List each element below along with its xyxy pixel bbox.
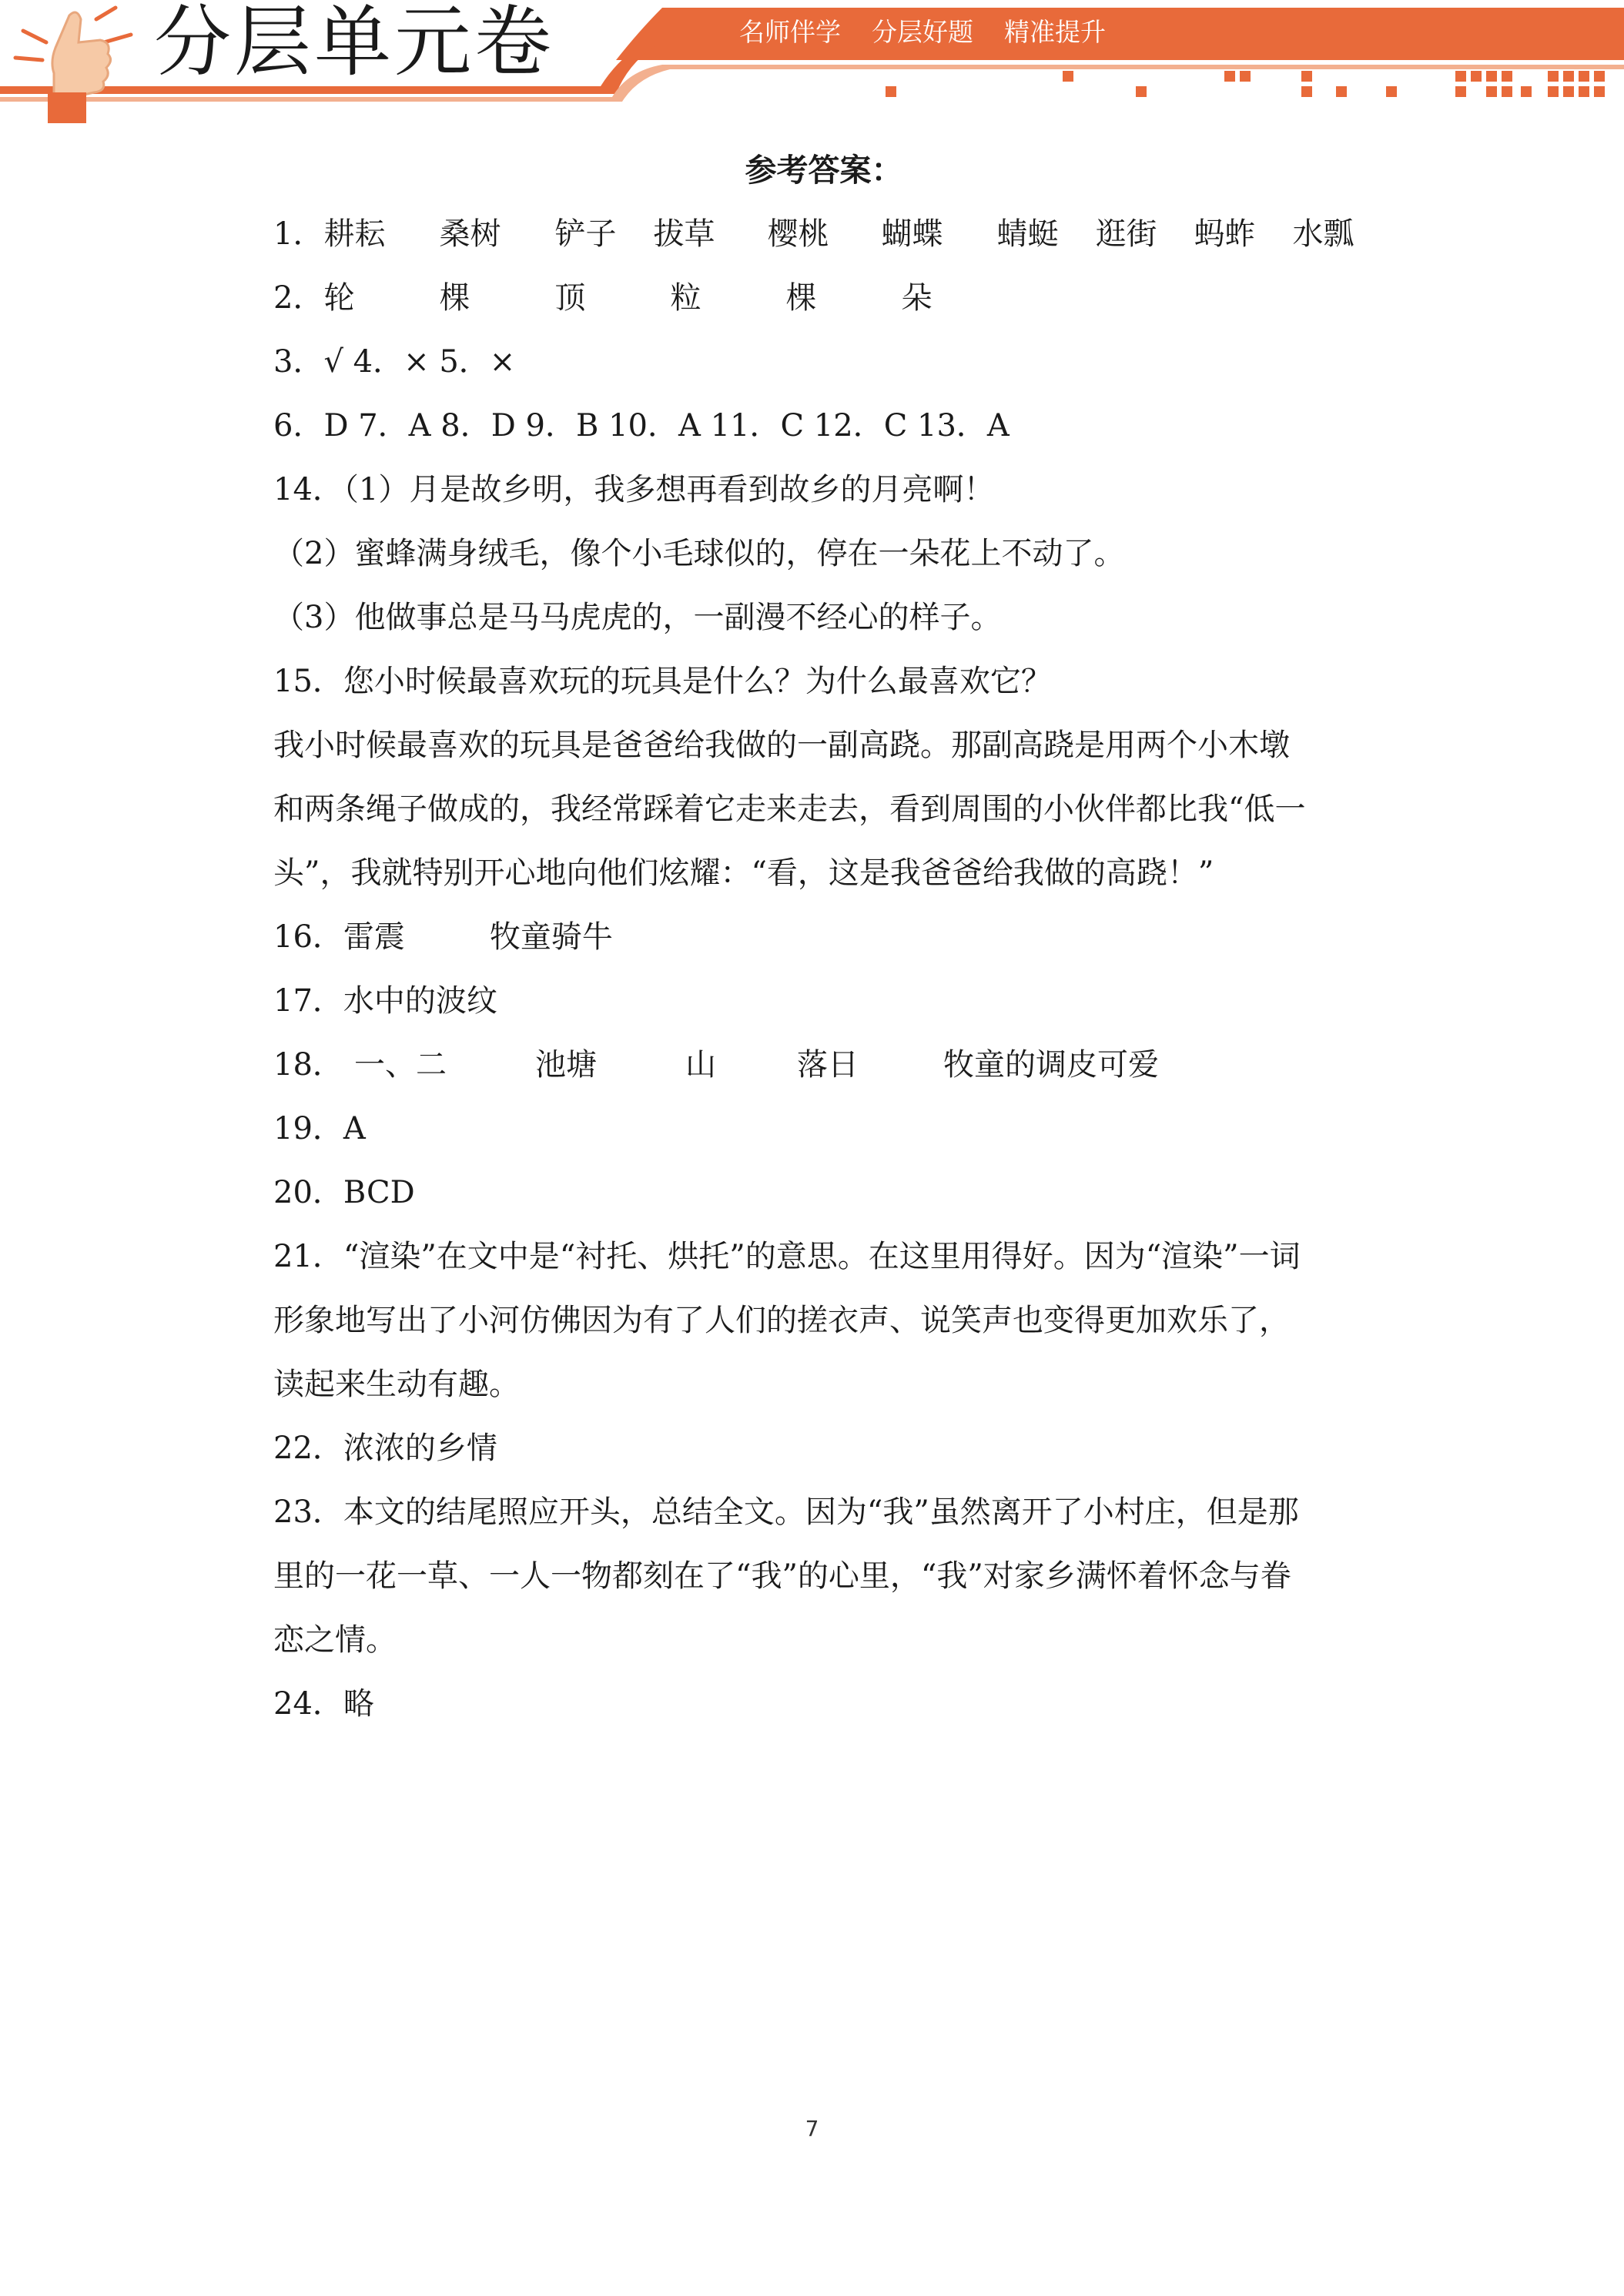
q2-item: 顶 [554, 280, 586, 316]
answer-q17: 17．水中的波纹 [273, 983, 497, 1019]
answer-q21-line: 读起来生动有趣。 [273, 1367, 520, 1402]
q2-item: 轮 [323, 280, 355, 316]
answer-q3-5: 3．√ 4．× 5．× [273, 344, 516, 380]
slogan-3: 精准提升 [1004, 17, 1106, 47]
q1-item: 蝴蝶 [881, 216, 943, 252]
answer-q15-line: 和两条绳子做成的，我经常踩着它走来走去，看到周围的小伙伴都比我“低一 [273, 792, 1306, 827]
answer-q23-line: 恋之情。 [273, 1622, 397, 1658]
answer-q23-line: 里的一花一草、一人一物都刻在了“我”的心里，“我”对家乡满怀着怀念与眷 [273, 1558, 1291, 1594]
answer-q1 [273, 202, 1354, 266]
brand-title: 分层单元卷 [154, 0, 554, 87]
q1-item: 水瓢 [1292, 216, 1354, 252]
q1-item: 铲子 [554, 216, 617, 252]
answer-q19: 19．A [273, 1111, 366, 1146]
q18-item: 池塘 [535, 1047, 597, 1083]
q16-item: 雷震 [343, 919, 405, 955]
q1-item: 樱桃 [767, 216, 829, 252]
q18-item: 山 [685, 1047, 716, 1083]
q2-item: 棵 [439, 280, 470, 316]
q2-item: 棵 [785, 280, 817, 316]
q1-item: 逛街 [1095, 216, 1157, 252]
q18-number: 18． [273, 1047, 343, 1083]
answer-q14-1: 14．（1）月是故乡明，我多想再看到故乡的月亮啊！ [273, 472, 995, 507]
answer-q15-line: 头”，我就特别开心地向他们炫耀：“看，这是我爸爸给我做的高跷！” [273, 855, 1214, 891]
q2-item: 粒 [670, 280, 702, 316]
q1-item: 耕耘 [323, 216, 386, 252]
page-header [0, 0, 1624, 123]
answer-q15-question: 15．您小时候最喜欢玩的玩具是什么？为什么最喜欢它？ [273, 664, 1052, 699]
answer-q21-line: 形象地写出了小河仿佛因为有了人们的搓衣声、说笑声也变得更加欢乐了， [273, 1303, 1290, 1338]
header-slogans [739, 9, 1106, 55]
q18-item: 落日 [797, 1047, 859, 1083]
q2-number: 2． [273, 280, 324, 316]
answer-q23-line: 23．本文的结尾照应开头，总结全文。因为“我”虽然离开了小村庄，但是那 [273, 1494, 1299, 1530]
answer-q21-line: 21．“渲染”在文中是“衬托、烘托”的意思。在这里用得好。因为“渲染”一词 [273, 1239, 1301, 1274]
answer-q15-line: 我小时候最喜欢的玩具是爸爸给我做的一副高跷。那副高跷是用两个小木墩 [273, 728, 1290, 763]
q2-item: 朵 [901, 280, 933, 316]
q1-item: 桑树 [439, 216, 501, 252]
q18-item: 一、二 [354, 1047, 447, 1083]
q16-item: 牧童骑牛 [489, 919, 613, 955]
answer-q6-13: 6．D 7．A 8．D 9．B 10．A 11．C 12．C 13．A [273, 408, 1010, 443]
answer-title: 参考答案： [745, 152, 903, 189]
answer-q2 [273, 266, 1351, 330]
answer-q18 [273, 1033, 1351, 1097]
q18-item: 牧童的调皮可爱 [943, 1047, 1159, 1083]
q1-item: 拔草 [653, 216, 715, 252]
page-number: 7 [805, 2116, 819, 2141]
answer-q22: 22．浓浓的乡情 [273, 1431, 497, 1466]
q1-item: 蚂蚱 [1194, 216, 1256, 252]
slogan-2: 分层好题 [872, 17, 973, 47]
answer-q24: 24．略 [273, 1686, 374, 1722]
q16-number: 16． [273, 919, 343, 955]
q1-item: 蜻蜓 [996, 216, 1059, 252]
slogan-1: 名师伴学 [739, 17, 841, 47]
thumbs-up-hand-icon [8, 0, 139, 123]
answer-key [273, 139, 1354, 1736]
answer-q16 [273, 905, 1351, 969]
answer-q20: 20．BCD [273, 1175, 415, 1210]
answer-q14-2: （2）蜜蜂满身绒毛，像个小毛球似的，停在一朵花上不动了。 [273, 536, 1125, 571]
answer-q14-3: （3）他做事总是马马虎虎的，一副漫不经心的样子。 [273, 600, 1002, 635]
q1-number: 1． [273, 216, 324, 252]
